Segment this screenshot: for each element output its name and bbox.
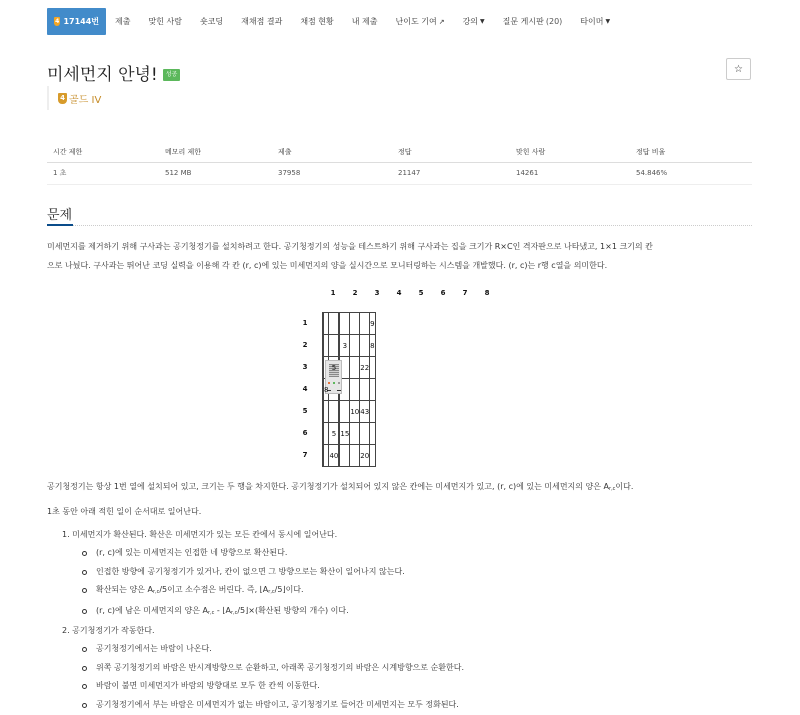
header-submissions: 제출 <box>272 142 392 162</box>
description-line: 미세먼지를 제거하기 위해 구사과는 공기청정기를 설치하려고 한다. 공기청정기의 성능을 테스트하기 위해 구사과는 집을 크기가 R×C인 격자판으로 나타냈고, 1×1 크기의 칸 <box>47 242 653 251</box>
grid-cell: 15 <box>340 423 350 445</box>
header-ratio: 정답 비율 <box>630 142 752 162</box>
description-paragraph-1 <box>47 237 757 275</box>
description-text: 공기청정기는 항상 1번 열에 설치되어 있고, 크기는 두 행을 차지한다. 공기청정기가 설치되어 있지 않은 칸에는 미세먼지가 있고, (r, c)에 있는 미세먼지의 양은 A <box>47 482 610 491</box>
list-item-step-2: 2. 공기청정기가 작동한다. <box>62 626 155 635</box>
description-paragraph-2 <box>47 477 757 499</box>
header-accepted: 정답 <box>392 142 510 162</box>
problem-stats-table <box>47 142 752 185</box>
problem-nav <box>47 8 619 35</box>
grid-cell <box>340 313 350 335</box>
grid-cell <box>329 335 339 357</box>
tab-question-board[interactable] <box>494 8 572 35</box>
tab-solvers[interactable] <box>139 8 190 35</box>
title-row <box>47 60 180 85</box>
row-labels <box>300 312 310 466</box>
grid-cell: 43 <box>360 401 370 423</box>
col-label: 3 <box>374 289 380 297</box>
tier-info <box>47 86 101 110</box>
subscript: r,c <box>609 486 616 492</box>
col-label: 2 <box>352 289 358 297</box>
grid-cell: 8 <box>324 379 329 401</box>
grid-cell <box>370 401 375 423</box>
subscript: r,c <box>230 609 238 616</box>
section-heading: 문제 <box>47 208 73 223</box>
grid-cell <box>360 335 370 357</box>
grid-cell <box>340 357 350 379</box>
tab-rejudge-results[interactable] <box>232 8 291 35</box>
text: /5이고 소수점은 버린다. 즉, ⌊A <box>159 585 269 594</box>
grid-cell: 22 <box>360 357 370 379</box>
text: /5⌋이다. <box>274 585 304 594</box>
list-item <box>62 602 464 623</box>
tab-lectures[interactable] <box>454 8 494 35</box>
tab-my-submissions-label: 내 제출 <box>351 17 378 26</box>
value-ratio: 54.846% <box>630 162 752 184</box>
tab-timer[interactable] <box>571 8 619 35</box>
tab-judge-status-label: 채점 현황 <box>300 17 334 26</box>
tier-gold-icon: 4 <box>58 93 67 104</box>
section-problem <box>47 204 752 226</box>
grid-cell <box>360 379 370 401</box>
col-label: 1 <box>330 289 336 297</box>
col-label: 8 <box>484 289 490 297</box>
grid-row <box>323 379 376 401</box>
grid-cell: 40 <box>329 445 339 467</box>
list-item: 공기청정기에서는 바람이 나온다. <box>62 640 464 659</box>
value-solvers: 14261 <box>510 162 630 184</box>
tab-problem-number-label: 17144번 <box>63 17 99 26</box>
grid-cell <box>350 445 360 467</box>
grid-cell <box>329 379 339 401</box>
grid-cell <box>370 423 375 445</box>
grid-row <box>323 401 376 423</box>
grid-cell: 5 <box>329 423 339 445</box>
tab-question-board-label: 질문 게시판 <box>502 17 544 26</box>
grid-cell: 3 <box>340 335 350 357</box>
grid-cell <box>350 379 360 401</box>
tab-difficulty-contribution[interactable] <box>387 8 454 35</box>
grid-row <box>323 423 376 445</box>
table-header-row <box>47 142 752 162</box>
col-label: 5 <box>418 289 424 297</box>
row-label: 2 <box>302 341 308 349</box>
tab-problem-number[interactable] <box>47 8 106 35</box>
description-text: 1초 동안 아래 적힌 일이 순서대로 일어난다. <box>47 507 202 516</box>
grid-cell <box>350 357 360 379</box>
col-label: 7 <box>462 289 468 297</box>
value-time-limit: 1 초 <box>47 162 159 184</box>
tab-my-submissions[interactable] <box>343 8 387 35</box>
heading-underline <box>47 224 73 226</box>
grid-cell <box>329 401 339 423</box>
table-row <box>47 162 752 184</box>
tab-lectures-label: 강의 <box>462 17 479 26</box>
favorite-button[interactable] <box>726 58 751 80</box>
text: 확산되는 양은 A <box>96 585 153 594</box>
grid-cell <box>370 379 375 401</box>
grid-cell <box>350 313 360 335</box>
tab-rejudge-results-label: 재채점 결과 <box>241 17 283 26</box>
star-icon: ☆ <box>734 63 743 75</box>
row-label: 7 <box>302 451 308 459</box>
grid-row <box>323 445 376 467</box>
header-solvers: 맞힌 사람 <box>510 142 630 162</box>
list-item-step-1: 1. 미세먼지가 확산된다. 확산은 미세먼지가 있는 모든 칸에서 동시에 일어난다. <box>62 530 338 539</box>
row-label: 4 <box>302 385 308 393</box>
grid-cell: 9 <box>370 313 375 335</box>
grid-cell: 10 <box>350 401 360 423</box>
subscript: r,c <box>207 609 215 616</box>
grid-cell: 8 <box>370 335 375 357</box>
grid-cell <box>340 379 350 401</box>
grid-row <box>323 335 376 357</box>
caret-down-icon: ▼ <box>480 18 485 25</box>
list-item: 인접한 방향에 공기청정기가 있거나, 칸이 없으면 그 방향으로는 확산이 일어나지 않는다. <box>62 563 464 582</box>
grid-cell <box>329 313 339 335</box>
list-item: (r, c)에 있는 미세먼지는 인접한 네 방향으로 확산된다. <box>62 544 464 563</box>
header-memory-limit: 메모리 제한 <box>159 142 272 162</box>
tab-timer-label: 타이머 <box>580 17 604 26</box>
value-submissions: 37958 <box>272 162 392 184</box>
grid-cell <box>360 313 370 335</box>
grid-cell <box>340 445 350 467</box>
question-count: (20) <box>545 17 563 26</box>
grid-cell <box>370 445 375 467</box>
tab-difficulty-contribution-label: 난이도 기여 <box>395 17 437 26</box>
grid-cell <box>370 357 375 379</box>
tab-short-coding[interactable] <box>191 8 232 35</box>
row-label: 5 <box>302 407 308 415</box>
description-line: 으로 나눴다. 구사과는 뛰어난 코딩 실력을 이용해 각 칸 (r, c)에 있는 미세먼지의 양을 실시간으로 모니터링하는 시스템을 개발했다. (r, c)는 r행 c열을 의미한다. <box>47 261 608 270</box>
tab-submit-label: 제출 <box>115 17 131 26</box>
status-badge: 성공 <box>163 69 181 81</box>
tab-judge-status[interactable] <box>291 8 342 35</box>
text: (r, c)에 남은 미세먼지의 양은 A <box>96 605 208 615</box>
text: /5⌋×(확산된 방향의 개수) 이다. <box>237 605 349 615</box>
tab-short-coding-label: 숏코딩 <box>199 17 224 26</box>
grid-cell: 20 <box>360 445 370 467</box>
list-item: 바람이 불면 미세먼지가 바람의 방향대로 모두 한 칸씩 이동한다. <box>62 677 464 696</box>
ordered-list <box>62 526 464 714</box>
dust-grid <box>322 312 376 467</box>
description-text: 이다. <box>615 482 634 491</box>
grid-cell <box>360 423 370 445</box>
value-accepted: 21147 <box>392 162 510 184</box>
row-label: 6 <box>302 429 308 437</box>
page-title: 미세먼지 안녕! <box>47 65 158 85</box>
list-item <box>62 581 464 602</box>
col-label: 6 <box>440 289 446 297</box>
text: - ⌊A <box>214 605 231 615</box>
subscript: r,c <box>268 589 275 595</box>
grid-cell: 5 <box>329 357 339 379</box>
caret-down-icon: ▼ <box>605 18 611 25</box>
subscript: r,c <box>152 589 160 595</box>
grid-row <box>323 313 376 335</box>
grid-cell <box>340 401 350 423</box>
external-link-icon: ↗ <box>438 17 445 26</box>
col-label: 4 <box>396 289 402 297</box>
tab-submit[interactable] <box>106 8 139 35</box>
tier-gold-icon: 4 <box>55 18 60 25</box>
row-label: 1 <box>302 319 308 327</box>
grid-cell <box>350 423 360 445</box>
row-label: 3 <box>302 363 308 371</box>
grid-cell <box>350 335 360 357</box>
header-time-limit: 시간 제한 <box>47 142 159 162</box>
list-item: 공기청정기에서 부는 바람은 미세먼지가 없는 바람이고, 공기청정기로 들어간 미세먼지는 모두 정화된다. <box>62 696 464 715</box>
tier-label: 골드 IV <box>69 94 102 106</box>
description-paragraph-3 <box>47 502 757 521</box>
value-memory-limit: 512 MB <box>159 162 272 184</box>
grid-row <box>323 357 376 379</box>
column-labels <box>322 289 498 297</box>
tab-solvers-label: 맞힌 사람 <box>148 17 182 26</box>
list-item: 위쪽 공기청정기의 바람은 반시계방향으로 순환하고, 아래쪽 공기청정기의 바람은 시계방향으로 순환한다. <box>62 659 464 678</box>
